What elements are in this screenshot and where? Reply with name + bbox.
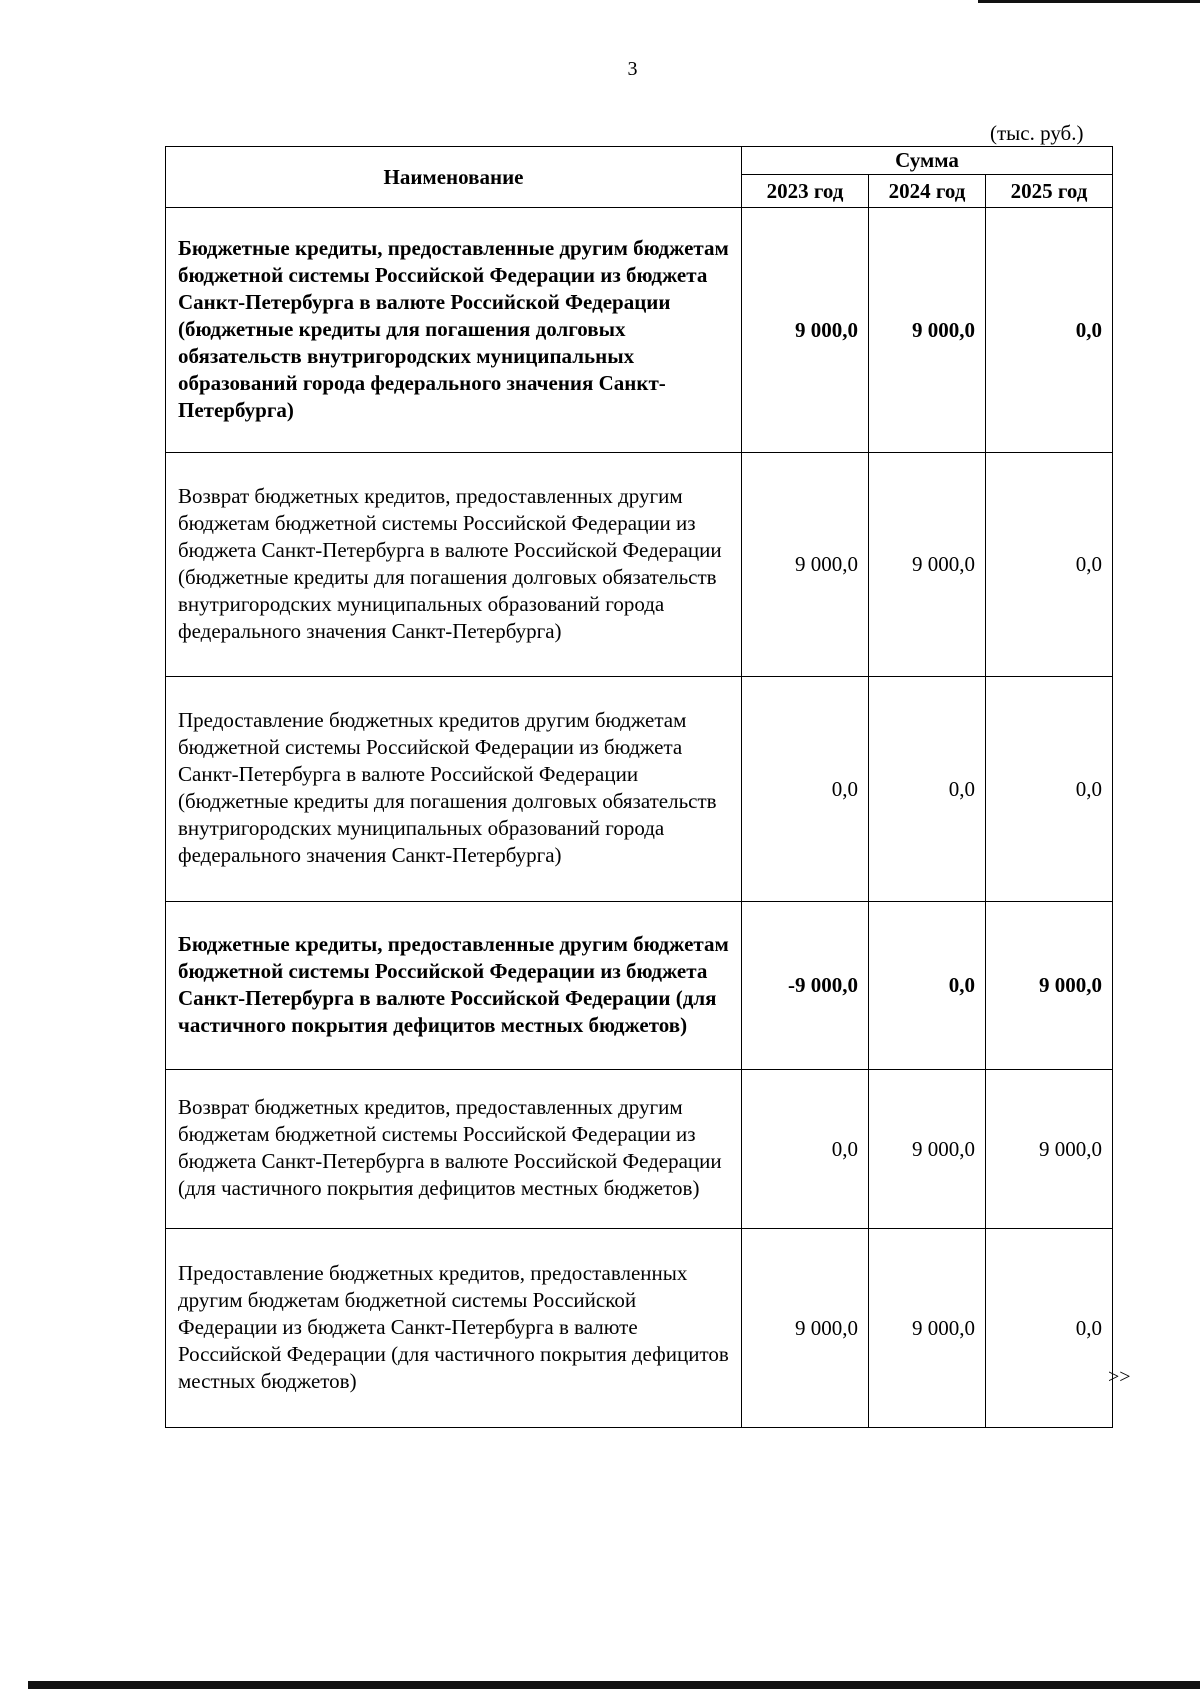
- row-value-2023: 9 000,0: [742, 208, 869, 453]
- row-value-2023: 0,0: [742, 1070, 869, 1229]
- table-row: [166, 453, 1113, 677]
- row-value-2025: 0,0: [986, 1229, 1113, 1428]
- row-name: Возврат бюджетных кредитов, предоставленных другим бюджетам бюджетной системы Российской Федерации из бюджета Санкт-Петербурга в валюте Российской Федерации (для частичного покрытия дефицитов местных бюджетов): [166, 1070, 742, 1229]
- row-name: Предоставление бюджетных кредитов, предоставленных другим бюджетам бюджетной системы Российской Федерации из бюджета Санкт-Петербурга в валюте Российской Федерации (для частичного покрытия дефицитов местных бюджетов): [166, 1229, 742, 1428]
- row-name: Бюджетные кредиты, предоставленные другим бюджетам бюджетной системы Российской Федерации из бюджета Санкт-Петербурга в валюте Российской Федерации (для частичного покрытия дефицитов местных бюджетов): [166, 902, 742, 1070]
- unit-note: (тыс. руб.): [990, 121, 1084, 145]
- top-edge-rule: [978, 0, 1200, 3]
- header-year-2025: 2025 год: [986, 175, 1113, 208]
- header-name: Наименование: [166, 147, 742, 208]
- row-name: Бюджетные кредиты, предоставленные другим бюджетам бюджетной системы Российской Федерации из бюджета Санкт-Петербурга в валюте Российской Федерации (бюджетные кредиты для погашения долговых обязательств внутригородских муниципальных образований города федерального значения Санкт-Петербурга): [166, 208, 742, 453]
- table-row: [166, 677, 1113, 902]
- row-value-2023: -9 000,0: [742, 902, 869, 1070]
- row-value-2023: 0,0: [742, 677, 869, 902]
- row-value-2024: 0,0: [869, 677, 986, 902]
- header-year-2024: 2024 год: [869, 175, 986, 208]
- row-value-2023: 9 000,0: [742, 453, 869, 677]
- page-number: 3: [627, 58, 638, 80]
- row-value-2025: 9 000,0: [986, 902, 1113, 1070]
- row-value-2025: 0,0: [986, 453, 1113, 677]
- row-value-2024: 9 000,0: [869, 1229, 986, 1428]
- table-row: [166, 1070, 1113, 1229]
- table-row: [166, 902, 1113, 1070]
- header-year-2023: 2023 год: [742, 175, 869, 208]
- row-value-2023: 9 000,0: [742, 1229, 869, 1428]
- row-name: Предоставление бюджетных кредитов другим бюджетам бюджетной системы Российской Федерации из бюджета Санкт-Петербурга в валюте Российской Федерации (бюджетные кредиты для погашения долговых обязательств внутригородских муниципальных образований города федерального значения Санкт-Петербурга): [166, 677, 742, 902]
- header-sum: Сумма: [742, 147, 1113, 175]
- row-value-2024: 9 000,0: [869, 1070, 986, 1229]
- row-value-2024: 9 000,0: [869, 208, 986, 453]
- row-value-2024: 0,0: [869, 902, 986, 1070]
- row-value-2025: 9 000,0: [986, 1070, 1113, 1229]
- row-name: Возврат бюджетных кредитов, предоставленных другим бюджетам бюджетной системы Российской Федерации из бюджета Санкт-Петербурга в валюте Российской Федерации (бюджетные кредиты для погашения долговых обязательств внутригородских муниципальных образований города федерального значения Санкт-Петербурга): [166, 453, 742, 677]
- table-row: [166, 208, 1113, 453]
- budget-table: [165, 146, 1113, 1428]
- continue-mark: >>: [1108, 1366, 1131, 1388]
- row-value-2025: 0,0: [986, 677, 1113, 902]
- bottom-edge-rule: [28, 1681, 1200, 1689]
- row-value-2025: 0,0: [986, 208, 1113, 453]
- table-row: [166, 1229, 1113, 1428]
- row-value-2024: 9 000,0: [869, 453, 986, 677]
